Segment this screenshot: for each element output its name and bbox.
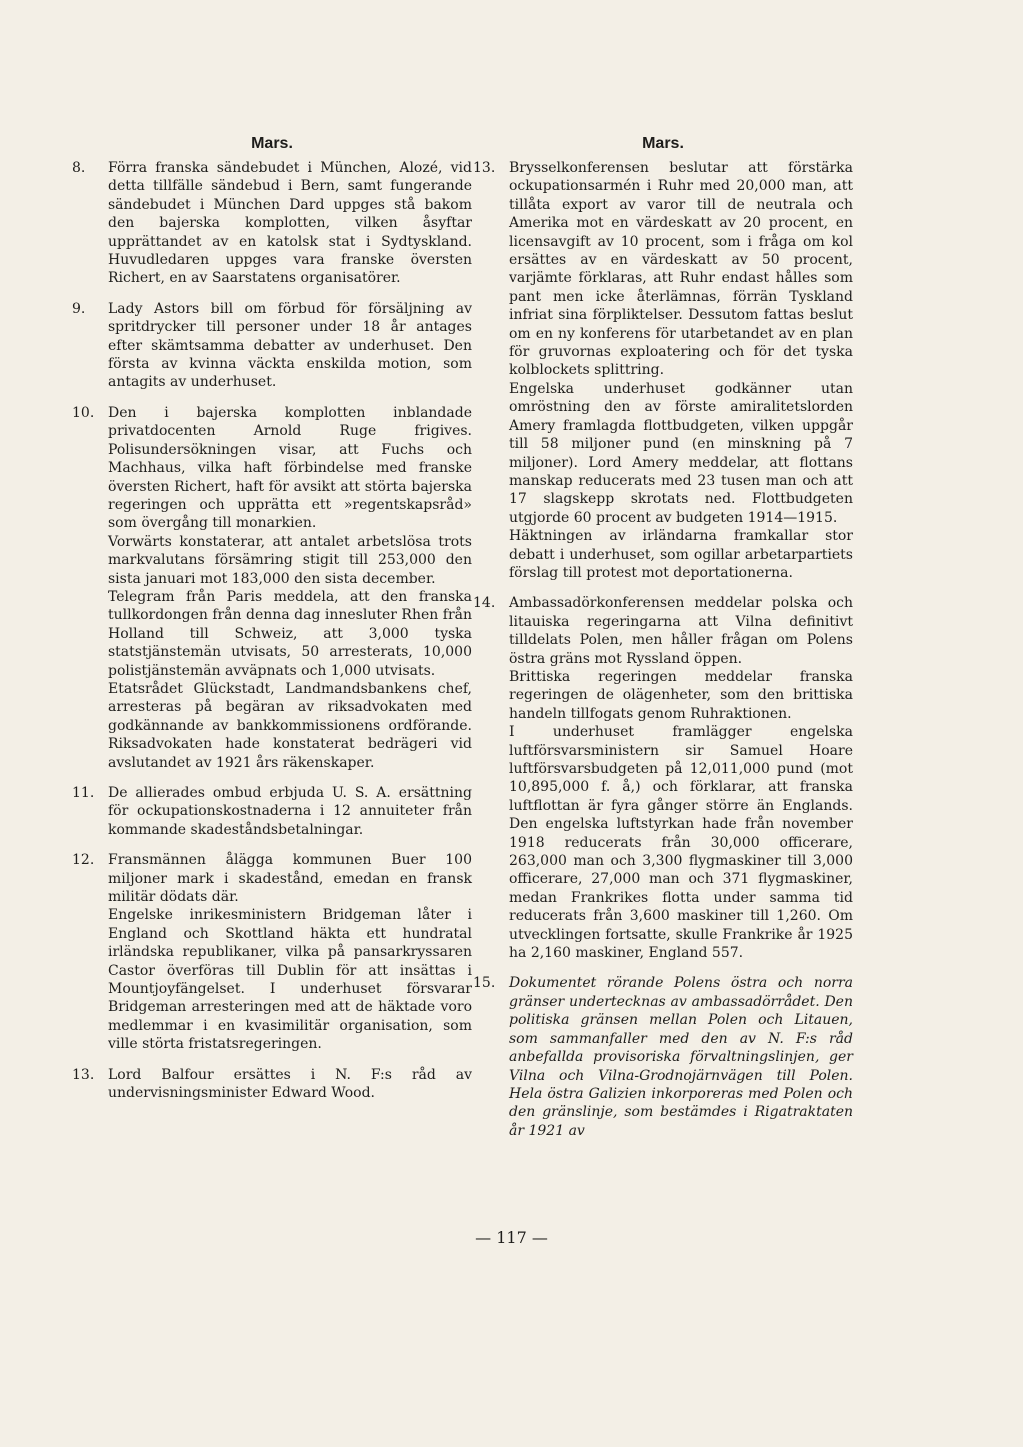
entry-paragraph: Lord Balfour ersättes i N. F:s råd av undervisningsminister Edward Wood. [108, 1066, 472, 1102]
entry-paragraph: Engelska underhuset godkänner utan omröstning den av förste amiralitetslorden Amery framlagda flottbudgeten, vilken uppgår till 58 miljoner pund (en minskning på 7 miljoner). Lord Amery meddelar, att flottans manskap reducerats med 23 tusen man och att 17 slagskepp skrotats ned. Flottbudgeten utgjorde 60 procent av budgeten 1914—1915. [509, 380, 853, 526]
entry-paragraph: Förra franska sändebudet i München, Alozé, vid detta tillfälle sändebud i Bern, samt fungerande sändebudet i München Dard uppges stå bakom den bajerska komplotten, vilken åsyftar upprättandet av en katolsk stat i Sydtyskland. Huvudledaren uppges vara franske översten Richert, en av Saarstatens organisatörer. [108, 160, 472, 287]
entry-paragraph: Lady Astors bill om förbud för försäljning av spritdrycker till personer under 18 år antages efter skämtsamma debatter av underhuset. Den första av kvinna väckta enskilda motion, som antagits av underhuset. [108, 300, 472, 391]
entry-paragraph: Häktningen av irländarna framkallar stor debatt i underhuset, som ogillar arbetarpartiets förslag till protest mot deportationerna. [509, 528, 853, 581]
entry-body [108, 1066, 472, 1103]
date-entry [72, 159, 472, 288]
entry-date-number: 14. [473, 595, 496, 612]
entry-date-number: 13. [72, 1066, 95, 1083]
date-entry [72, 784, 472, 839]
column-heading: Mars. [642, 135, 684, 152]
entry-body [108, 300, 472, 392]
entry-list [473, 159, 853, 1140]
entry-body [509, 594, 853, 962]
left-column [72, 135, 472, 1115]
entry-date-number: 10. [72, 404, 95, 421]
entry-paragraph: I underhuset framlägger engelska luftförsvarsministern sir Samuel Hoare luftförsvarsbudgeten på 12,011,000 pund (mot 10,895,000 f. å,) och förklarar, att franska luftflottan är fyra gånger större än Englands. Den engelska luftstyrkan hade från november 1918 reducerats från 30,000 officerare, 263,000 man och 3,300 flygmaskiner till 3,000 officerare, 27,000 man och 371 flygmaskiner, medan Frankrikes flotta under samma tid reducerats från 3,600 maskiner till 1,260. Om utvecklingen fortsatte, skulle Frankrike år 1925 ha 2,160 maskiner, England 557. [509, 724, 853, 962]
entry-body [509, 974, 853, 1140]
entry-body [108, 159, 472, 288]
entry-date-number: 15. [473, 975, 496, 992]
entry-paragraph: Dokumentet rörande Polens östra och norra gränser undertecknas av ambassadörrådet. Den politiska gränsen mellan Polen och Litauen, som sammanfaller med den av N. F:s råd anbefallda provisoriska förvaltningslinjen, ger Vilna och Vilna-Grodnojärnvägen till Polen. Hela östra Galizien inkorporeras med Polen och den gränslinje, som bestämdes i Rigatraktaten år 1921 av [509, 975, 853, 1139]
entry-paragraph: Telegram från Paris meddela, att den franska tullkordongen från denna dag innesluter Rhen från Holland till Schweiz, att 3,000 tyska statstjänstemän utvisats, 50 arresterats, 10,000 polistjänstemän avväpnats och 1,000 utvisats. [108, 588, 472, 679]
entry-list [72, 159, 472, 1103]
entry-paragraph: Brysselkonferensen beslutar att förstärka ockupationsarmén i Ruhr med 20,000 man, att tillåta export av varor till de neutrala och Amerika mot en värdeskatt av 20 procent, en licensavgift av 10 procent, som i fråga om kol ersättes av en värdeskatt av 50 procent, varjämte förklaras, att Ruhr endast hålles som pant men icke återlämnas, förrän Tyskland infriat sina förpliktelser. Dessutom fattas beslut om en ny konferens för utarbetandet av en plan för gruvornas exploatering och för det tyska kolblockets splittring. [509, 160, 853, 379]
date-entry [473, 159, 853, 582]
entry-body [108, 404, 472, 772]
entry-body [108, 784, 472, 839]
entry-paragraph: De allierades ombud erbjuda U. S. A. ersättning för ockupationskostnaderna i 12 annuiteter från kommande skadeståndsbetalningar. [108, 785, 472, 838]
entry-paragraph: Ambassadörkonferensen meddelar polska och litauiska regeringarna att Vilna definitivt tilldelats Polen, men håller frågan om Polens östra gräns mot Ryssland öppen. [509, 595, 853, 667]
entry-paragraph: Fransmännen ålägga kommunen Buer 100 miljoner mark i skadestånd, emedan en fransk militär dödats där. [108, 852, 472, 906]
date-entry [72, 300, 472, 392]
entry-paragraph: Den i bajerska komplotten inblandade privatdocenten Arnold Ruge frigives. Polisundersökningen visar, att Fuchs och Machhaus, vilka haft förbindelse med franske översten Richert, haft för avsikt att störta bajerska regeringen och upprätta ett »regentskapsråd» som övergång till monarkien. [108, 404, 472, 532]
date-entry [72, 404, 472, 772]
page-number: — 117 — [475, 1228, 548, 1247]
entry-paragraph: Vorwärts konstaterar, att antalet arbetslösa trots markvalutans försämring stigit till 253,000 den sista januari mot 183,000 den sista december. [108, 533, 472, 587]
entry-date-number: 9. [72, 300, 86, 317]
entry-paragraph: Etatsrådet Glückstadt, Landmandsbankens chef, arresteras på begäran av riksadvokaten med godkännande av bankkommissionens ordförande. Riksadvokaten hade konstaterat bedrägeri vid avslutandet av 1921 års räkenskaper. [108, 680, 472, 771]
entry-date-number: 12. [72, 852, 95, 869]
date-entry [473, 594, 853, 962]
column-heading: Mars. [251, 135, 293, 152]
entry-paragraph: Engelske inrikesministern Bridgeman låter i England och Skottland häkta ett hundratal irländska republikaner, vilka på pansarkryssaren Castor överföras till Dublin för att insättas i Mountjoyfängelset. I underhuset försvarar Bridgeman arresteringen med att de häktade voro medlemmar i en kvasimilitär organisation, som ville störta fristatsregeringen. [108, 907, 472, 1053]
entry-body [108, 851, 472, 1053]
date-entry [473, 974, 853, 1140]
entry-date-number: 11. [72, 785, 95, 801]
entry-date-number: 13. [473, 160, 496, 176]
entry-paragraph: Brittiska regeringen meddelar franska regeringen de olägenheter, som den brittiska handeln tillfogats genom Ruhraktionen. [509, 668, 853, 722]
date-entry [72, 1066, 472, 1103]
right-column [473, 135, 853, 1152]
date-entry [72, 851, 472, 1053]
entry-body [509, 159, 853, 582]
entry-date-number: 8. [72, 160, 86, 176]
